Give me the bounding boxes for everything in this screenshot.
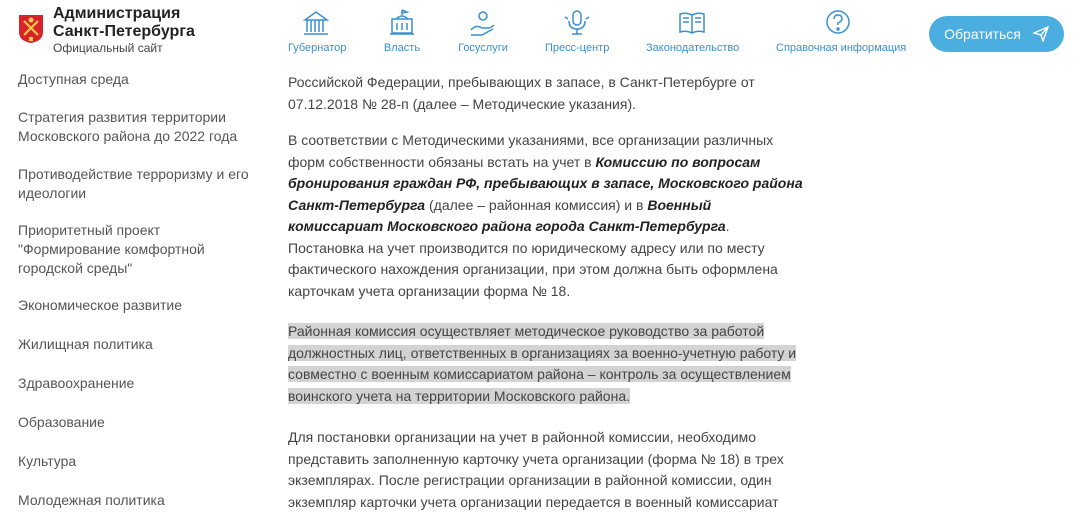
question-icon <box>823 8 853 38</box>
send-arrow-icon <box>1033 26 1049 42</box>
contact-button[interactable] <box>929 16 1064 52</box>
nav-press[interactable] <box>545 8 609 54</box>
site-subtitle: Официальный сайт <box>53 41 163 55</box>
book-icon <box>677 8 707 38</box>
sidebar-item-counter-terrorism[interactable]: Противодействие терроризму и его идеологии <box>18 166 249 201</box>
paragraph-2-text-c: (далее – районная комиссия) и в <box>425 196 648 213</box>
nav-reference[interactable] <box>776 8 907 54</box>
sidebar-item-healthcare[interactable]: Здравоохранение <box>18 375 135 391</box>
sidebar-item-development-strategy[interactable]: Стратегия развития территории Московского района до 2022 года <box>18 109 238 144</box>
nav-governor-label: Губернатор <box>288 42 347 54</box>
nav-power-label: Власть <box>383 42 421 54</box>
paragraph-2-text-e: . Постановка на учет производится по юридическому адресу или по месту фактического нахождения организации, при этом должна быть оформлена карточкам учета организации форма № 18. <box>288 218 778 299</box>
contact-button-label: Обратиться <box>944 26 1021 42</box>
nav-press-label: Пресс-центр <box>545 42 610 54</box>
paragraph-4: Для постановки организации на учет в районной комиссии, необходимо представить заполненную карточку учета организации (форма № 18) в трех экземплярах. После регистрации организации в районной комиссии, один экземпляр карточки учета организации передается в военный комиссариат <box>288 429 784 510</box>
site-header <box>0 0 1080 64</box>
nav-governor[interactable] <box>288 8 347 54</box>
sidebar-item-education[interactable]: Образование <box>18 414 105 430</box>
nav-legislation-label: Законодательство <box>646 42 740 54</box>
services-hand-icon <box>468 8 498 38</box>
spb-coat-of-arms-icon[interactable] <box>18 14 44 44</box>
commission-name: Комиссию по вопросам бронирования граждан РФ, пребывающих в запасе, Московского района Санкт-Петербурга <box>288 153 803 213</box>
sidebar-item-accessible-environment[interactable]: Доступная среда <box>18 71 129 87</box>
microphone-icon <box>562 8 592 38</box>
paragraph-3-highlighted <box>288 321 808 407</box>
nav-power[interactable] <box>382 8 422 54</box>
sidebar-item-culture[interactable]: Культура <box>18 453 77 469</box>
sidebar-item-youth-policy[interactable]: Молодежная политика <box>18 492 165 508</box>
nav-services[interactable] <box>458 8 508 54</box>
governor-building-icon <box>301 8 331 38</box>
site-title[interactable]: Администрация Санкт-Петербурга <box>53 5 195 40</box>
government-building-icon <box>387 8 417 38</box>
nav-reference-label: Справочная информация <box>776 42 907 54</box>
military-commissariat-name: Военный комиссариат Московского района города Санкт-Петербурга <box>288 196 726 234</box>
nav-legislation[interactable] <box>646 8 738 54</box>
paragraph-1: Российской Федерации, пребывающих в запасе, в Санкт-Петербурге от 07.12.2018 № 28-п (далее – Методические указания). <box>288 74 755 112</box>
sidebar-item-housing-policy[interactable]: Жилищная политика <box>18 336 153 352</box>
sidebar-item-urban-environment[interactable]: Приоритетный проект "Формирование комфортной городской среды" <box>18 222 205 276</box>
highlighted-text: Районная комиссия осуществляет методическое руководство за работой должностных лиц, ответственных в организациях за военно-учетную работу и совместно с военным комиссариатом района – контроль за осуществлением воинского учета на территории Московского района. <box>288 323 797 404</box>
paragraph-2 <box>288 130 808 302</box>
nav-services-label: Госуслуги <box>458 42 508 54</box>
sidebar-item-economic-development[interactable]: Экономическое развитие <box>18 297 183 313</box>
paragraph-2-text-a: В соответствии с Методическими указаниями, все организации различных форм собственности обязаны встать на учет в <box>288 132 774 170</box>
